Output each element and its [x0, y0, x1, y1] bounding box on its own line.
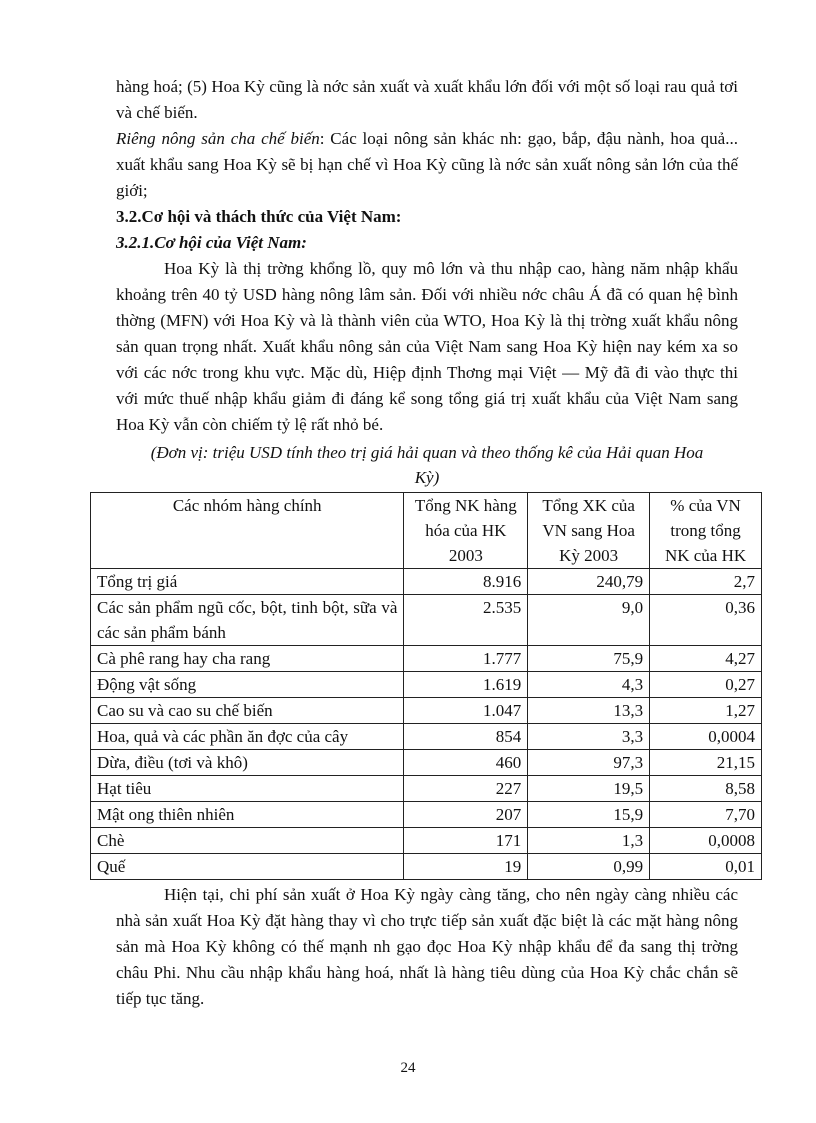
table-unit-note: (Đơn vị: triệu USD tính theo trị giá hải quan và theo thống kê của Hải quan Hoa Kỳ)	[150, 443, 704, 487]
header-group: Các nhóm hàng chính	[91, 493, 404, 569]
row-value: 21,15	[650, 750, 762, 776]
row-value: 240,79	[528, 569, 650, 595]
row-value: 854	[404, 724, 528, 750]
row-value: 1,27	[650, 698, 762, 724]
row-label: Hoa, quả và các phần ăn đợc của cây	[91, 724, 404, 750]
row-value: 9,0	[528, 595, 650, 646]
row-value: 0,27	[650, 672, 762, 698]
row-value: 1.777	[404, 646, 528, 672]
paragraph-unprocessed	[116, 126, 738, 204]
paragraph-intro: hàng hoá; (5) Hoa Kỳ cũng là nớc sản xuất và xuất khẩu lớn đối với một số loại rau quả tơi và chế biến.	[116, 77, 738, 122]
table-row	[91, 595, 762, 646]
table-row	[91, 828, 762, 854]
row-value: 3,3	[528, 724, 650, 750]
page-number: 24	[400, 1060, 416, 1076]
table-row	[91, 776, 762, 802]
row-label: Tổng trị giá	[91, 569, 404, 595]
row-value: 97,3	[528, 750, 650, 776]
table-row	[91, 672, 762, 698]
header-vn-export: Tổng XK của VN sang Hoa Kỳ 2003	[528, 493, 650, 569]
row-value: 15,9	[528, 802, 650, 828]
row-label: Các sản phẩm ngũ cốc, bột, tinh bột, sữa và các sản phẩm bánh	[91, 595, 404, 646]
paragraph-conclusion: Hiện tại, chi phí sản xuất ở Hoa Kỳ ngày càng tăng, cho nên ngày càng nhiều các nhà sản xuất Hoa Kỳ đặt hàng thay vì cho trực tiếp sản xuất đặc biệt là các mặt hàng nông sản mà Hoa Kỳ không có thế mạnh nh gạo đọc Hoa Kỳ nhập khẩu để đa sang thị trờng châu Phi. Nhu cầu nhập khẩu hàng hoá, nhất là hàng tiêu dùng của Hoa Kỳ chắc chắn sẽ tiếp tục tăng.	[116, 885, 738, 1008]
row-value: 1,3	[528, 828, 650, 854]
row-value: 8.916	[404, 569, 528, 595]
row-value: 171	[404, 828, 528, 854]
table-header-row	[91, 493, 762, 569]
row-value: 0,0008	[650, 828, 762, 854]
row-value: 2.535	[404, 595, 528, 646]
paragraph-opportunity: Hoa Kỳ là thị trờng khổng lồ, quy mô lớn và thu nhập cao, hàng năm nhập khẩu khoảng trên 40 tỷ USD hàng nông lâm sản. Đối với nhiều nớc châu Á đã có quan hệ bình thờng (MFN) với Hoa Kỳ và là thành viên của WTO, Hoa Kỳ là thị trờng xuất khẩu nông sản quan trọng nhất. Xuất khẩu nông sản của Việt Nam sang Hoa Kỳ hiện nay kém xa so với các nớc trong khu vực. Mặc dù, Hiệp định Thơng mại Việt — Mỹ đã đi vào thực thi với mức thuế nhập khẩu giảm đi đáng kể song tổng giá trị xuất khẩu của Việt Nam sang Hoa Kỳ vẫn còn chiếm tỷ lệ rất nhỏ bé.	[116, 259, 738, 434]
row-value: 75,9	[528, 646, 650, 672]
table-row	[91, 724, 762, 750]
row-value: 227	[404, 776, 528, 802]
row-label: Cà phê rang hay cha rang	[91, 646, 404, 672]
trade-table	[90, 492, 762, 880]
table-row	[91, 854, 762, 880]
row-label: Mật ong thiên nhiên	[91, 802, 404, 828]
header-us-import: Tổng NK hàng hóa của HK 2003	[404, 493, 528, 569]
table-row	[91, 750, 762, 776]
section-heading: 3.2.Cơ hội và thách thức của Việt Nam:	[116, 207, 402, 226]
table-row	[91, 569, 762, 595]
table-row	[91, 646, 762, 672]
row-value: 1.047	[404, 698, 528, 724]
table-row	[91, 698, 762, 724]
row-value: 19,5	[528, 776, 650, 802]
row-value: 4,27	[650, 646, 762, 672]
row-label: Hạt tiêu	[91, 776, 404, 802]
row-label: Động vật sống	[91, 672, 404, 698]
row-value: 19	[404, 854, 528, 880]
table-body	[91, 569, 762, 880]
header-vn-share: % của VN trong tổng NK của HK	[650, 493, 762, 569]
row-label: Dừa, điều (tơi và khô)	[91, 750, 404, 776]
row-value: 0,36	[650, 595, 762, 646]
row-value: 0,01	[650, 854, 762, 880]
unprocessed-text: : Các loại nông sản khác nh: gạo, bắp, đậu nành, hoa quả... xuất khẩu sang Hoa Kỳ sẽ bị hạn chế vì Hoa Kỳ cũng là nớc sản xuất nông sản lớn của thế giới;	[116, 129, 738, 200]
row-label: Cao su và cao su chế biến	[91, 698, 404, 724]
row-label: Quế	[91, 854, 404, 880]
row-value: 0,0004	[650, 724, 762, 750]
document-page	[97, 74, 755, 1012]
row-value: 7,70	[650, 802, 762, 828]
table-row	[91, 802, 762, 828]
row-value: 4,3	[528, 672, 650, 698]
row-value: 0,99	[528, 854, 650, 880]
row-value: 8,58	[650, 776, 762, 802]
subsection-heading: 3.2.1.Cơ hội của Việt Nam:	[116, 233, 307, 252]
row-value: 460	[404, 750, 528, 776]
row-value: 207	[404, 802, 528, 828]
row-value: 2,7	[650, 569, 762, 595]
row-value: 1.619	[404, 672, 528, 698]
unprocessed-label: Riêng nông sản cha chế biến	[116, 129, 320, 148]
row-label: Chè	[91, 828, 404, 854]
row-value: 13,3	[528, 698, 650, 724]
